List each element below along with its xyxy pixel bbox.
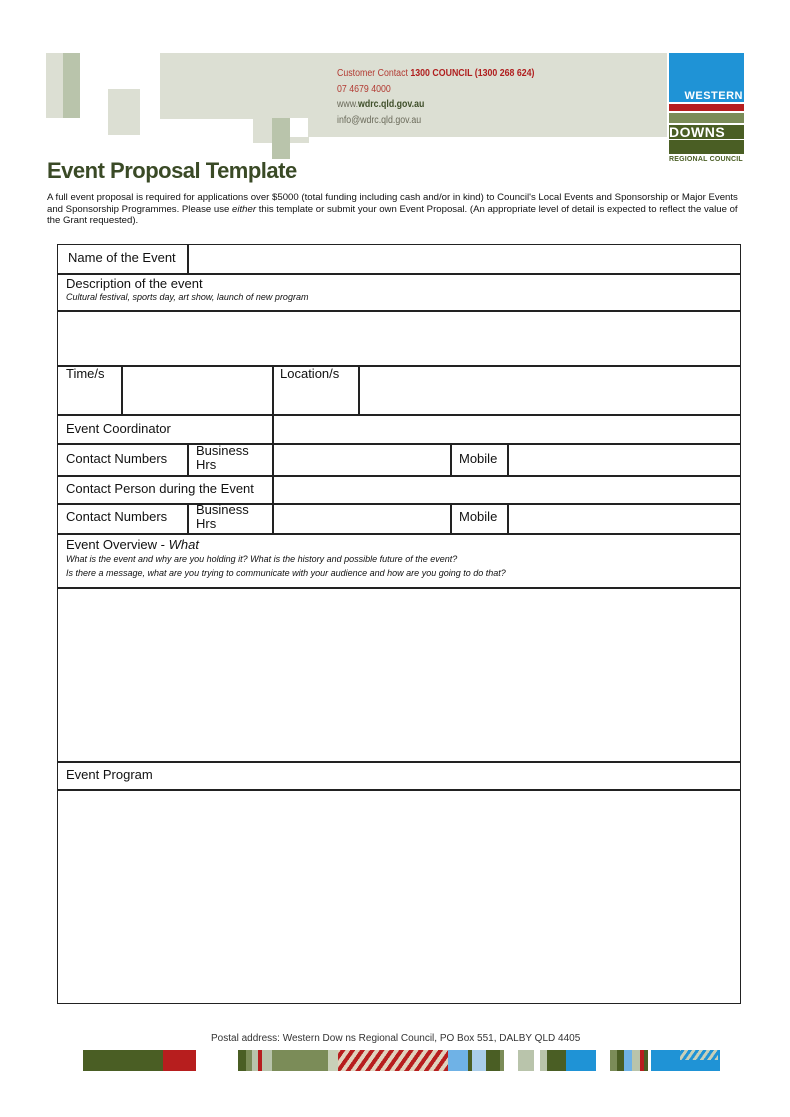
col-divider (187, 443, 189, 475)
overview-field[interactable] (58, 589, 740, 761)
coordinator-business-phone-field[interactable] (274, 445, 450, 475)
logo-downs: DOWNS (669, 125, 744, 139)
business-hrs-line1: Business (196, 443, 249, 458)
col-divider (450, 503, 452, 533)
contact-numbers-label: Contact Numbers (66, 451, 168, 466)
logo-western: WESTERN (669, 90, 744, 102)
overview-label-text: Event Overview - (66, 537, 169, 552)
contact-person-field[interactable] (274, 477, 740, 503)
header-deco-block (63, 53, 80, 118)
contact-person-mobile-field[interactable] (509, 505, 740, 533)
logo-regional-council: REGIONAL COUNCIL (669, 156, 743, 163)
overview-hint-2: Is there a message, what are you trying to communicate with your audience and how are you going to do that? (66, 568, 506, 578)
overview-hint-1: What is the event and why are you holding it? What is the history and possible future of the event? (66, 554, 458, 564)
logo-red-bar (669, 104, 744, 111)
coordinator-field[interactable] (274, 416, 740, 443)
col-divider (450, 443, 452, 475)
coordinator-mobile-field[interactable] (509, 445, 740, 475)
overview-label-em: What (168, 537, 199, 552)
intro-emphasis: either (232, 203, 257, 215)
description-hint: Cultural festival, sports day, art show, launch of new program (66, 292, 309, 302)
business-hrs-label (196, 503, 249, 531)
logo-blue-block (669, 53, 744, 90)
times-label: Time/s (66, 366, 105, 381)
contact-number: 1300 COUNCIL (1300 268 624) (410, 68, 535, 79)
intro-text-2: this template or submit your own Event Proposal. (An appropriate level of detail is expected to reflect the value of the Grant requested). (47, 203, 738, 226)
description-label: Description of the event (66, 276, 203, 291)
footer-deco-strip (486, 1050, 596, 1071)
logo-green-bar-2 (669, 140, 744, 154)
contact-person-label: Contact Person during the Event (66, 481, 254, 496)
header-deco-block (272, 118, 290, 159)
web-link[interactable]: wdrc.qld.gov.au (358, 99, 425, 110)
row-divider (57, 533, 741, 535)
header-deco-gap (290, 118, 308, 137)
mobile-label: Mobile (459, 509, 498, 524)
email-link[interactable]: info@wdrc.qld.gov.au (337, 114, 422, 126)
name-of-event-label: Name of the Event (68, 250, 176, 265)
program-field[interactable] (58, 791, 740, 1003)
footer-deco-strip (83, 1050, 196, 1071)
web-prefix: www. (337, 99, 359, 110)
times-field[interactable] (123, 367, 272, 414)
overview-label (66, 537, 199, 552)
program-label: Event Program (66, 767, 153, 782)
intro-text: A full event proposal is required for applications over $5000 (total funding including cash and/or in kind) to Council's Local Events and Sponsorship or Major Events and Sponsorship Programmes. Please use (47, 192, 738, 215)
locations-label: Location/s (280, 366, 340, 381)
name-of-event-field[interactable] (189, 245, 740, 273)
footer-deco-stripes (680, 1050, 718, 1060)
row-divider (57, 761, 741, 763)
coordinator-label: Event Coordinator (66, 421, 171, 436)
page-title: Event Proposal Template (47, 158, 297, 183)
business-hrs-line2: Hrs (196, 457, 217, 472)
logo-green-bar (669, 113, 744, 123)
footer-deco-stripes (338, 1050, 448, 1071)
contact-person-business-phone-field[interactable] (274, 505, 450, 533)
locations-field[interactable] (360, 367, 740, 414)
contact-prefix: Customer Contact (337, 68, 411, 79)
business-hrs-label (196, 444, 249, 472)
description-field[interactable] (58, 312, 740, 365)
customer-contact-info (337, 66, 534, 128)
council-logo (669, 53, 744, 163)
business-hrs-line1: Business (196, 502, 249, 517)
business-hrs-line2: Hrs (196, 516, 217, 531)
mobile-label: Mobile (459, 451, 498, 466)
contact-numbers-label: Contact Numbers (66, 509, 168, 524)
contact-phone: 07 4679 4000 (337, 83, 391, 95)
intro-paragraph (47, 192, 747, 227)
row-divider (57, 273, 741, 275)
col-divider (187, 503, 189, 533)
postal-address: Postal address: Western Dow ns Regional Council, PO Box 551, DALBY QLD 4405 (211, 1033, 581, 1044)
header-deco-block (108, 89, 140, 135)
